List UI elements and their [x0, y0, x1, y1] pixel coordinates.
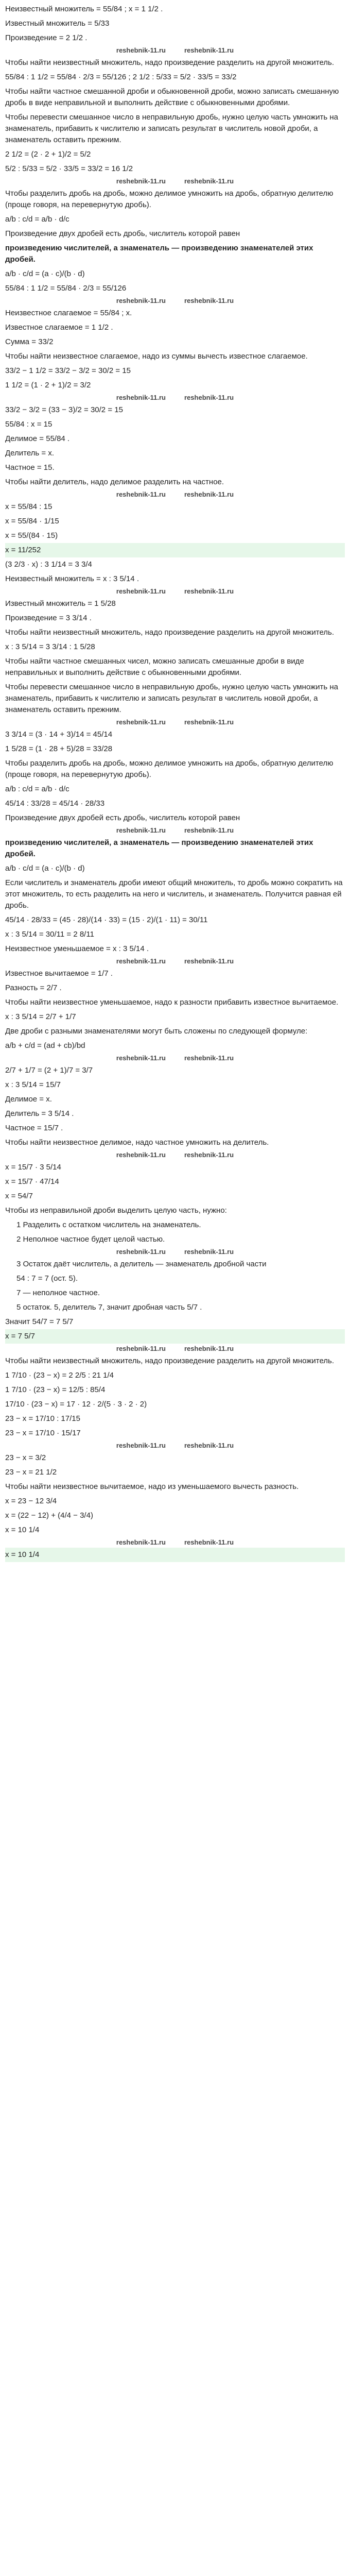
solution-line: 1 7/10 · (23 − x) = 12/5 : 85/4	[5, 1385, 106, 1394]
solution-line: Две дроби с разными знаменателями могут быть сложены по следующей формуле:	[5, 1027, 308, 1036]
watermark-text: reshebnik-11.ru	[116, 297, 166, 304]
solution-line: a/b · c/d = (a · c)/(b · d)	[5, 864, 85, 873]
watermark-text: reshebnik-11.ru	[116, 490, 166, 498]
watermark	[5, 1440, 345, 1451]
solution-line: Чтобы найти частное смешанной дроби и обыкновенной дроби, можно записать смешанную дробь в виде неправильной и выполнить действие с обыкновенными дробями.	[5, 87, 339, 107]
solution-line: x = 15/7 · 47/14	[5, 1177, 59, 1186]
list-item: 7 — неполное частное.	[16, 1289, 100, 1297]
solution-line: 1 5/28 = (1 · 28 + 5)/28 = 33/28	[5, 744, 113, 753]
watermark	[5, 393, 345, 403]
solution-line: Чтобы найти неизвестное делимое, надо частное умножить на делитель.	[5, 1138, 269, 1147]
solution-line: x = 10 1/4	[5, 1526, 40, 1534]
watermark-text: reshebnik-11.ru	[116, 46, 166, 54]
solution-line: 3 3/14 = (3 · 14 + 3)/14 = 45/14	[5, 730, 113, 739]
solution-line: Сумма = 33/2	[5, 337, 54, 346]
watermark	[5, 45, 345, 56]
watermark-text: reshebnik-11.ru	[116, 177, 166, 185]
solution-line: Делимое = 55/84 .	[5, 434, 70, 443]
solution-line: x = 23 − 12 3/4	[5, 1497, 57, 1505]
watermark-text: reshebnik-11.ru	[184, 1248, 234, 1256]
solution-line: x = 55/(84 · 15)	[5, 531, 58, 540]
watermark-text: reshebnik-11.ru	[184, 297, 234, 304]
solution-line: Чтобы разделить дробь на дробь, можно делимое умножить на дробь, обратную делителю (проще говоря, на перевернутую дробь).	[5, 759, 334, 779]
solution-line: 2/7 + 1/7 = (2 + 1)/7 = 3/7	[5, 1066, 93, 1075]
watermark-text: reshebnik-11.ru	[116, 826, 166, 834]
solution-line: Чтобы найти неизвестное вычитаемое, надо из уменьшаемого вычесть разность.	[5, 1482, 299, 1491]
solution-line: Произведение = 3 3/14 .	[5, 614, 92, 622]
answer-line: x = 10 1/4	[5, 1548, 345, 1562]
solution-line: 23 − x = 21 1/2	[5, 1468, 57, 1477]
watermark-text: reshebnik-11.ru	[184, 490, 234, 498]
list-item: 2 Неполное частное будет целой частью.	[16, 1235, 165, 1244]
list-item: 5 остаток. 5, делитель 7, значит дробная часть 5/7 .	[16, 1303, 202, 1312]
watermark-text: reshebnik-11.ru	[184, 826, 234, 834]
solution-line: Произведение двух дробей есть дробь, числитель которой равен	[5, 814, 240, 822]
solution-line: Чтобы найти неизвестный множитель, надо произведение разделить на другой множитель.	[5, 1357, 335, 1365]
solution-line: 1 1/2 = (1 · 2 + 1)/2 = 3/2	[5, 381, 91, 389]
watermark-text: reshebnik-11.ru	[184, 46, 234, 54]
answer-line: x = 11/252	[5, 543, 345, 557]
solution-line: произведению числителей, а знаменатель — произведению знаменателей этих дробей.	[5, 838, 313, 858]
solution-line: Делитель = 3 5/14 .	[5, 1109, 74, 1118]
solution-line: Известное вычитаемое = 1/7 .	[5, 969, 113, 978]
solution-line: Чтобы найти неизвестный множитель, надо произведение разделить на другой множитель.	[5, 628, 335, 637]
watermark-text: reshebnik-11.ru	[184, 394, 234, 401]
solution-line: Известное слагаемое = 1 1/2 .	[5, 323, 113, 332]
solution-line: Чтобы разделить дробь на дробь, можно делимое умножить на дробь, обратную делителю (проще говоря, на перевернутую дробь).	[5, 189, 334, 209]
solution-line: x : 3 5/14 = 30/11 = 2 8/11	[5, 930, 94, 939]
solution-line: a/b : c/d = a/b · d/c	[5, 215, 69, 224]
solution-line: Делимое = x.	[5, 1095, 52, 1104]
solution-line: Чтобы найти неизвестное слагаемое, надо из суммы вычесть известное слагаемое.	[5, 352, 308, 361]
watermark-text: reshebnik-11.ru	[184, 718, 234, 726]
watermark-text: reshebnik-11.ru	[184, 1538, 234, 1546]
solution-line: Значит 54/7 = 7 5/7	[5, 1317, 74, 1326]
list-item: 54 : 7 = 7 (ост. 5).	[16, 1274, 78, 1283]
watermark	[5, 586, 345, 597]
watermark-text: reshebnik-11.ru	[184, 1151, 234, 1159]
solution-line: Частное = 15.	[5, 463, 55, 472]
solution-line: x : 3 5/14 = 3 3/14 : 1 5/28	[5, 642, 95, 651]
solution-line: Неизвестный множитель = 55/84 ; x = 1 1/2 .	[5, 5, 163, 13]
solution-line: x = 54/7	[5, 1192, 33, 1200]
watermark-text: reshebnik-11.ru	[116, 1345, 166, 1352]
watermark	[5, 825, 345, 836]
solution-line: a/b · c/d = (a · c)/(b · d)	[5, 269, 85, 278]
watermark-text: reshebnik-11.ru	[184, 1345, 234, 1352]
solution-line: 55/84 : x = 15	[5, 420, 52, 429]
watermark-text: reshebnik-11.ru	[116, 1538, 166, 1546]
solution-line: произведению числителей, а знаменатель — произведению знаменателей этих дробей.	[5, 244, 313, 264]
watermark-text: reshebnik-11.ru	[184, 957, 234, 965]
solution-line: x = 15/7 · 3 5/14	[5, 1163, 61, 1172]
solution-line: x = (22 − 12) + (4/4 − 3/4)	[5, 1511, 93, 1520]
watermark-text: reshebnik-11.ru	[116, 1151, 166, 1159]
solution-line: Делитель = x.	[5, 449, 55, 457]
solution-line: 23 − x = 3/2	[5, 1453, 46, 1462]
watermark-text: reshebnik-11.ru	[184, 1054, 234, 1062]
solution-line: a/b : c/d = a/b · d/c	[5, 785, 69, 793]
solution-line: 23 − x = 17/10 · 15/17	[5, 1429, 81, 1437]
solution-line: 33/2 − 1 1/2 = 33/2 − 3/2 = 30/2 = 15	[5, 366, 131, 375]
answer-line: x = 7 5/7	[5, 1329, 345, 1344]
watermark	[5, 489, 345, 500]
watermark-text: reshebnik-11.ru	[116, 718, 166, 726]
solution-line: Частное = 15/7 .	[5, 1124, 63, 1132]
solution-line: Неизвестное уменьшаемое = x : 3 5/14 .	[5, 944, 149, 953]
solution-line: Чтобы перевести смешанное число в неправильную дробь, нужно целую часть умножить на знаменатель, прибавить к числителю и записать результат в числитель новой дроби, а знаменатель оставить прежним.	[5, 683, 338, 714]
solution-line: 5/2 : 5/33 = 5/2 · 33/5 = 33/2 = 16 1/2	[5, 164, 133, 173]
solution-line: 2 1/2 = (2 · 2 + 1)/2 = 5/2	[5, 150, 91, 159]
solution-line: Неизвестное слагаемое = 55/84 ; x.	[5, 309, 132, 317]
solution-line: x = 55/84 : 15	[5, 502, 52, 511]
solution-line: 1 7/10 · (23 − x) = 2 2/5 : 21 1/4	[5, 1371, 114, 1380]
list-item: 3 Остаток даёт числитель, а делитель — знаменатель дробной части	[16, 1260, 267, 1268]
watermark-text: reshebnik-11.ru	[184, 587, 234, 595]
watermark	[5, 1344, 345, 1354]
watermark	[5, 1537, 345, 1548]
solution-line: Чтобы найти делитель, надо делимое разделить на частное.	[5, 478, 224, 486]
solution-line: Произведение = 2 1/2 .	[5, 33, 87, 42]
solution-line: Чтобы из неправильной дроби выделить целую часть, нужно:	[5, 1206, 227, 1215]
watermark	[5, 296, 345, 306]
solution-line: (3 2/3 · x) : 3 1/14 = 3 3/4	[5, 560, 92, 569]
solution-line: 55/84 : 1 1/2 = 55/84 · 2/3 = 55/126	[5, 284, 127, 293]
solution-line: 55/84 : 1 1/2 = 55/84 · 2/3 = 55/126 ; 2 1/2 : 5/33 = 5/2 · 33/5 = 33/2	[5, 73, 237, 81]
solution-line: 45/14 : 33/28 = 45/14 · 28/33	[5, 799, 105, 808]
watermark	[5, 1053, 345, 1063]
watermark	[5, 956, 345, 967]
watermark	[5, 1247, 345, 1257]
solution-line: x = 55/84 · 1/15	[5, 517, 59, 526]
watermark	[5, 717, 345, 727]
solution-line: Известный множитель = 1 5/28	[5, 599, 116, 608]
solution-line: Чтобы найти частное смешанных чисел, можно записать смешанные дроби в виде неправильных и выполнить действие с обыкновенными дробями.	[5, 657, 304, 677]
solution-line: Чтобы найти неизвестное уменьшаемое, надо к разности прибавить известное вычитаемое.	[5, 998, 339, 1007]
solution-line: Разность = 2/7 .	[5, 984, 62, 992]
watermark	[5, 176, 345, 187]
solution-line: Неизвестный множитель = x : 3 5/14 .	[5, 574, 139, 583]
solution-line: 45/14 · 28/33 = (45 · 28)/(14 · 33) = (15 · 2)/(1 · 11) = 30/11	[5, 916, 208, 924]
solution-line: x : 3 5/14 = 2/7 + 1/7	[5, 1012, 76, 1021]
watermark-text: reshebnik-11.ru	[116, 1054, 166, 1062]
watermark-text: reshebnik-11.ru	[116, 587, 166, 595]
watermark-text: reshebnik-11.ru	[184, 177, 234, 185]
solution-line: a/b + c/d = (ad + cb)/bd	[5, 1041, 85, 1050]
solution-line: Произведение двух дробей есть дробь, числитель которой равен	[5, 229, 240, 238]
solution-line: 33/2 − 3/2 = (33 − 3)/2 = 30/2 = 15	[5, 405, 123, 414]
watermark-text: reshebnik-11.ru	[116, 394, 166, 401]
solution-line: 17/10 · (23 − x) = 17 · 12 · 2/(5 · 3 · 2 · 2)	[5, 1400, 147, 1409]
watermark-text: reshebnik-11.ru	[116, 1248, 166, 1256]
solution-line: Чтобы перевести смешанное число в неправильную дробь, нужно целую часть умножить на знаменатель, прибавить к числителю и записать результат в числитель новой дроби, а знаменатель оставить прежним.	[5, 113, 338, 144]
watermark-text: reshebnik-11.ru	[184, 1442, 234, 1449]
solution-line: 23 − x = 17/10 : 17/15	[5, 1414, 80, 1423]
solution-line: x : 3 5/14 = 15/7	[5, 1080, 61, 1089]
solution-line: Чтобы найти неизвестный множитель, надо произведение разделить на другой множитель.	[5, 58, 335, 67]
solution-line: Известный множитель = 5/33	[5, 19, 110, 28]
list-item: 1 Разделить с остатком числитель на знаменатель.	[16, 1221, 201, 1229]
watermark-text: reshebnik-11.ru	[116, 957, 166, 965]
solution-line: Если числитель и знаменатель дроби имеют общий множитель, то дробь можно сократить на этот множитель, то есть разделить на него и числитель, и знаменатель. Получится равная ей дробь.	[5, 878, 343, 910]
watermark-text: reshebnik-11.ru	[116, 1442, 166, 1449]
watermark	[5, 1150, 345, 1160]
